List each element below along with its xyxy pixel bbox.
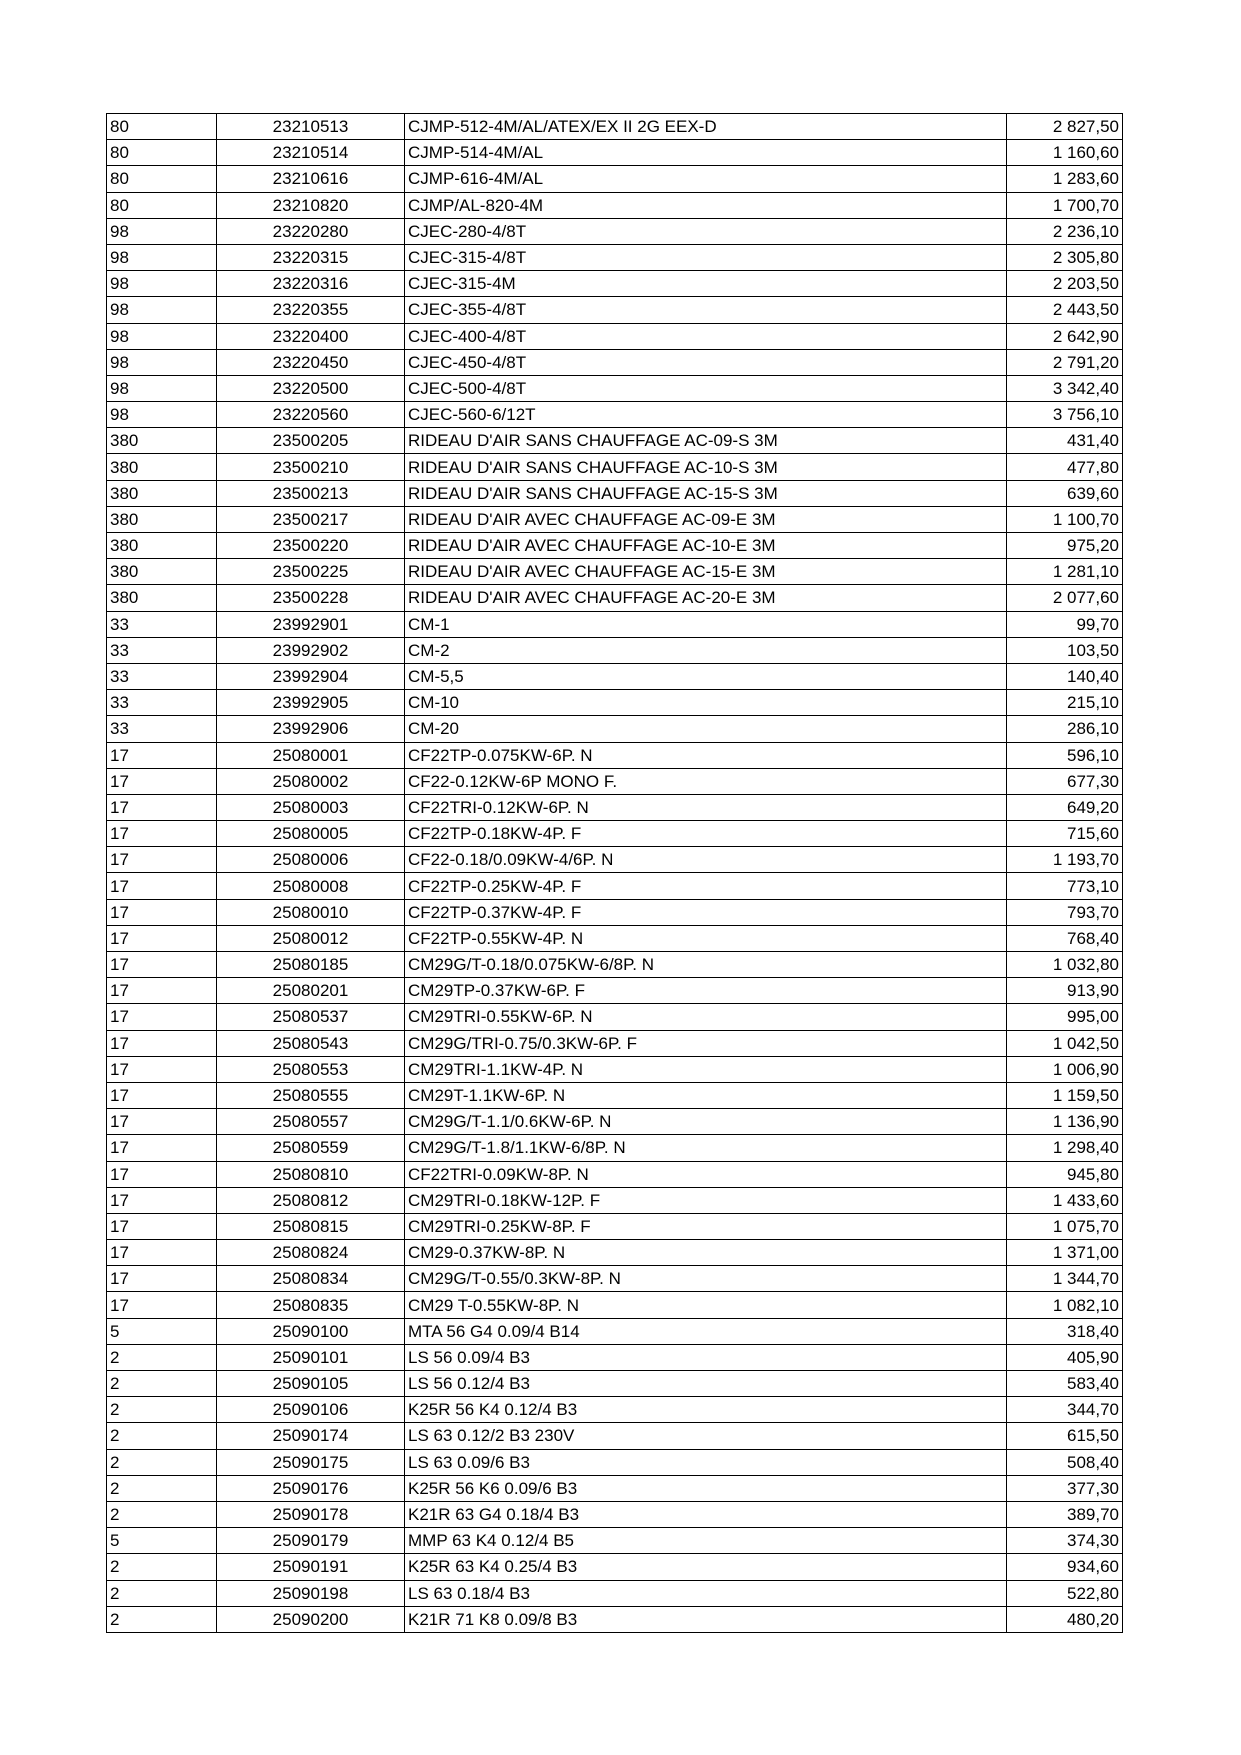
description-cell: CF22TRI-0.09KW-8P. N xyxy=(405,1161,1007,1187)
description-cell: CJMP-512-4M/AL/ATEX/EX II 2G EEX-D xyxy=(405,114,1007,140)
description-cell: CJEC-400-4/8T xyxy=(405,323,1007,349)
price-cell: 1 100,70 xyxy=(1007,506,1123,532)
code-cell: 23220560 xyxy=(217,402,405,428)
price-cell: 1 283,60 xyxy=(1007,166,1123,192)
qty-cell: 17 xyxy=(107,978,217,1004)
code-cell: 25080002 xyxy=(217,768,405,794)
description-cell: CJEC-280-4/8T xyxy=(405,218,1007,244)
table-row xyxy=(107,1109,1123,1135)
price-cell: 480,20 xyxy=(1007,1606,1123,1632)
qty-cell: 17 xyxy=(107,925,217,951)
description-cell: CM29 T-0.55KW-8P. N xyxy=(405,1292,1007,1318)
qty-cell: 17 xyxy=(107,1161,217,1187)
qty-cell: 17 xyxy=(107,1187,217,1213)
price-table xyxy=(106,113,1123,1633)
description-cell: CF22-0.12KW-6P MONO F. xyxy=(405,768,1007,794)
table-row xyxy=(107,480,1123,506)
qty-cell: 17 xyxy=(107,1266,217,1292)
description-cell: CM29G/T-0.18/0.075KW-6/8P. N xyxy=(405,952,1007,978)
qty-cell: 98 xyxy=(107,244,217,270)
price-cell: 1 371,00 xyxy=(1007,1240,1123,1266)
code-cell: 23500213 xyxy=(217,480,405,506)
code-cell: 23992904 xyxy=(217,663,405,689)
table-row xyxy=(107,952,1123,978)
description-cell: CF22TP-0.18KW-4P. F xyxy=(405,821,1007,847)
qty-cell: 17 xyxy=(107,1056,217,1082)
description-cell: RIDEAU D'AIR AVEC CHAUFFAGE AC-09-E 3M xyxy=(405,506,1007,532)
code-cell: 23500228 xyxy=(217,585,405,611)
table-row xyxy=(107,847,1123,873)
table-row xyxy=(107,1213,1123,1239)
code-cell: 25080001 xyxy=(217,742,405,768)
table-row xyxy=(107,1501,1123,1527)
table-row xyxy=(107,716,1123,742)
table-row xyxy=(107,1528,1123,1554)
qty-cell: 2 xyxy=(107,1580,217,1606)
price-cell: 649,20 xyxy=(1007,794,1123,820)
qty-cell: 80 xyxy=(107,166,217,192)
code-cell: 23220280 xyxy=(217,218,405,244)
table-row xyxy=(107,1082,1123,1108)
code-cell: 25090191 xyxy=(217,1554,405,1580)
description-cell: CM29TRI-0.25KW-8P. F xyxy=(405,1213,1007,1239)
description-cell: CM29TP-0.37KW-6P. F xyxy=(405,978,1007,1004)
table-row xyxy=(107,1056,1123,1082)
table-row xyxy=(107,585,1123,611)
description-cell: CM29TRI-0.55KW-6P. N xyxy=(405,1004,1007,1030)
table-row xyxy=(107,794,1123,820)
code-cell: 25090179 xyxy=(217,1528,405,1554)
description-cell: LS 63 0.12/2 B3 230V xyxy=(405,1423,1007,1449)
price-cell: 934,60 xyxy=(1007,1554,1123,1580)
qty-cell: 2 xyxy=(107,1475,217,1501)
table-row xyxy=(107,140,1123,166)
code-cell: 23992905 xyxy=(217,690,405,716)
code-cell: 25090176 xyxy=(217,1475,405,1501)
qty-cell: 17 xyxy=(107,952,217,978)
table-row xyxy=(107,1135,1123,1161)
qty-cell: 380 xyxy=(107,559,217,585)
description-cell: K25R 56 K6 0.09/6 B3 xyxy=(405,1475,1007,1501)
price-cell: 2 443,50 xyxy=(1007,297,1123,323)
price-cell: 583,40 xyxy=(1007,1371,1123,1397)
qty-cell: 17 xyxy=(107,899,217,925)
code-cell: 25080810 xyxy=(217,1161,405,1187)
table-row xyxy=(107,925,1123,951)
qty-cell: 17 xyxy=(107,768,217,794)
table-row xyxy=(107,742,1123,768)
qty-cell: 17 xyxy=(107,1109,217,1135)
table-row xyxy=(107,349,1123,375)
code-cell: 25090200 xyxy=(217,1606,405,1632)
table-row xyxy=(107,533,1123,559)
code-cell: 23500210 xyxy=(217,454,405,480)
qty-cell: 380 xyxy=(107,454,217,480)
description-cell: LS 63 0.18/4 B3 xyxy=(405,1580,1007,1606)
code-cell: 25090100 xyxy=(217,1318,405,1344)
table-row xyxy=(107,428,1123,454)
qty-cell: 2 xyxy=(107,1371,217,1397)
description-cell: K21R 63 G4 0.18/4 B3 xyxy=(405,1501,1007,1527)
price-cell: 945,80 xyxy=(1007,1161,1123,1187)
code-cell: 23210513 xyxy=(217,114,405,140)
qty-cell: 98 xyxy=(107,402,217,428)
qty-cell: 380 xyxy=(107,480,217,506)
description-cell: CM29G/TRI-0.75/0.3KW-6P. F xyxy=(405,1030,1007,1056)
price-cell: 2 077,60 xyxy=(1007,585,1123,611)
description-cell: CM29TRI-1.1KW-4P. N xyxy=(405,1056,1007,1082)
price-cell: 389,70 xyxy=(1007,1501,1123,1527)
qty-cell: 5 xyxy=(107,1528,217,1554)
price-cell: 286,10 xyxy=(1007,716,1123,742)
description-cell: CM-20 xyxy=(405,716,1007,742)
code-cell: 25080543 xyxy=(217,1030,405,1056)
code-cell: 25090174 xyxy=(217,1423,405,1449)
qty-cell: 2 xyxy=(107,1397,217,1423)
table-row xyxy=(107,1266,1123,1292)
table-row xyxy=(107,1344,1123,1370)
table-row xyxy=(107,192,1123,218)
code-cell: 23500220 xyxy=(217,533,405,559)
qty-cell: 98 xyxy=(107,323,217,349)
code-cell: 23220450 xyxy=(217,349,405,375)
price-cell: 477,80 xyxy=(1007,454,1123,480)
description-cell: RIDEAU D'AIR AVEC CHAUFFAGE AC-20-E 3M xyxy=(405,585,1007,611)
description-cell: K25R 56 K4 0.12/4 B3 xyxy=(405,1397,1007,1423)
description-cell: LS 56 0.12/4 B3 xyxy=(405,1371,1007,1397)
qty-cell: 380 xyxy=(107,585,217,611)
price-cell: 1 298,40 xyxy=(1007,1135,1123,1161)
code-cell: 25080010 xyxy=(217,899,405,925)
qty-cell: 17 xyxy=(107,742,217,768)
table-row xyxy=(107,1554,1123,1580)
table-row xyxy=(107,821,1123,847)
price-cell: 2 827,50 xyxy=(1007,114,1123,140)
qty-cell: 17 xyxy=(107,1030,217,1056)
qty-cell: 2 xyxy=(107,1344,217,1370)
qty-cell: 17 xyxy=(107,1213,217,1239)
code-cell: 23210820 xyxy=(217,192,405,218)
price-cell: 913,90 xyxy=(1007,978,1123,1004)
code-cell: 23210616 xyxy=(217,166,405,192)
price-cell: 715,60 xyxy=(1007,821,1123,847)
qty-cell: 17 xyxy=(107,1082,217,1108)
price-cell: 793,70 xyxy=(1007,899,1123,925)
price-cell: 2 791,20 xyxy=(1007,349,1123,375)
code-cell: 25080006 xyxy=(217,847,405,873)
code-cell: 25090178 xyxy=(217,1501,405,1527)
code-cell: 25080185 xyxy=(217,952,405,978)
table-row xyxy=(107,1423,1123,1449)
table-row xyxy=(107,1580,1123,1606)
qty-cell: 380 xyxy=(107,533,217,559)
table-row xyxy=(107,899,1123,925)
table-row xyxy=(107,297,1123,323)
price-cell: 1 281,10 xyxy=(1007,559,1123,585)
description-cell: CJEC-450-4/8T xyxy=(405,349,1007,375)
price-cell: 377,30 xyxy=(1007,1475,1123,1501)
price-cell: 2 236,10 xyxy=(1007,218,1123,244)
price-cell: 1 136,90 xyxy=(1007,1109,1123,1135)
description-cell: RIDEAU D'AIR SANS CHAUFFAGE AC-15-S 3M xyxy=(405,480,1007,506)
description-cell: LS 63 0.09/6 B3 xyxy=(405,1449,1007,1475)
description-cell: CJEC-560-6/12T xyxy=(405,402,1007,428)
description-cell: CJMP/AL-820-4M xyxy=(405,192,1007,218)
description-cell: CJMP-616-4M/AL xyxy=(405,166,1007,192)
code-cell: 25080553 xyxy=(217,1056,405,1082)
code-cell: 23500217 xyxy=(217,506,405,532)
code-cell: 25080201 xyxy=(217,978,405,1004)
qty-cell: 17 xyxy=(107,794,217,820)
code-cell: 23992902 xyxy=(217,637,405,663)
qty-cell: 2 xyxy=(107,1606,217,1632)
qty-cell: 80 xyxy=(107,114,217,140)
price-cell: 677,30 xyxy=(1007,768,1123,794)
code-cell: 25080008 xyxy=(217,873,405,899)
price-cell: 318,40 xyxy=(1007,1318,1123,1344)
price-cell: 1 193,70 xyxy=(1007,847,1123,873)
description-cell: RIDEAU D'AIR AVEC CHAUFFAGE AC-15-E 3M xyxy=(405,559,1007,585)
price-cell: 1 006,90 xyxy=(1007,1056,1123,1082)
description-cell: CM29G/T-1.1/0.6KW-6P. N xyxy=(405,1109,1007,1135)
price-cell: 596,10 xyxy=(1007,742,1123,768)
table-row xyxy=(107,506,1123,532)
table-row xyxy=(107,1449,1123,1475)
table-row xyxy=(107,1318,1123,1344)
price-cell: 522,80 xyxy=(1007,1580,1123,1606)
qty-cell: 17 xyxy=(107,1004,217,1030)
description-cell: CJEC-315-4M xyxy=(405,271,1007,297)
code-cell: 23220400 xyxy=(217,323,405,349)
table-row xyxy=(107,244,1123,270)
qty-cell: 98 xyxy=(107,375,217,401)
description-cell: CF22TRI-0.12KW-6P. N xyxy=(405,794,1007,820)
table-row xyxy=(107,559,1123,585)
description-cell: CF22TP-0.25KW-4P. F xyxy=(405,873,1007,899)
qty-cell: 17 xyxy=(107,1240,217,1266)
description-cell: CM29TRI-0.18KW-12P. F xyxy=(405,1187,1007,1213)
description-cell: CF22TP-0.075KW-6P. N xyxy=(405,742,1007,768)
code-cell: 25080834 xyxy=(217,1266,405,1292)
table-body xyxy=(107,114,1123,1633)
code-cell: 25080812 xyxy=(217,1187,405,1213)
price-cell: 615,50 xyxy=(1007,1423,1123,1449)
description-cell: CF22TP-0.55KW-4P. N xyxy=(405,925,1007,951)
code-cell: 23500225 xyxy=(217,559,405,585)
price-cell: 140,40 xyxy=(1007,663,1123,689)
price-cell: 405,90 xyxy=(1007,1344,1123,1370)
description-cell: LS 56 0.09/4 B3 xyxy=(405,1344,1007,1370)
description-cell: CM-5,5 xyxy=(405,663,1007,689)
code-cell: 25090175 xyxy=(217,1449,405,1475)
table-row xyxy=(107,1240,1123,1266)
price-cell: 215,10 xyxy=(1007,690,1123,716)
price-cell: 995,00 xyxy=(1007,1004,1123,1030)
qty-cell: 380 xyxy=(107,506,217,532)
qty-cell: 33 xyxy=(107,611,217,637)
code-cell: 25090106 xyxy=(217,1397,405,1423)
description-cell: CM29T-1.1KW-6P. N xyxy=(405,1082,1007,1108)
description-cell: K25R 63 K4 0.25/4 B3 xyxy=(405,1554,1007,1580)
qty-cell: 2 xyxy=(107,1423,217,1449)
table-row xyxy=(107,1292,1123,1318)
table-row xyxy=(107,1187,1123,1213)
price-cell: 1 700,70 xyxy=(1007,192,1123,218)
description-cell: CJEC-500-4/8T xyxy=(405,375,1007,401)
description-cell: K21R 71 K8 0.09/8 B3 xyxy=(405,1606,1007,1632)
table-row xyxy=(107,663,1123,689)
code-cell: 25080557 xyxy=(217,1109,405,1135)
price-cell: 103,50 xyxy=(1007,637,1123,663)
description-cell: RIDEAU D'AIR AVEC CHAUFFAGE AC-10-E 3M xyxy=(405,533,1007,559)
qty-cell: 2 xyxy=(107,1501,217,1527)
qty-cell: 2 xyxy=(107,1449,217,1475)
table-row xyxy=(107,768,1123,794)
qty-cell: 98 xyxy=(107,218,217,244)
table-row xyxy=(107,218,1123,244)
qty-cell: 98 xyxy=(107,271,217,297)
code-cell: 25080005 xyxy=(217,821,405,847)
table-row xyxy=(107,1397,1123,1423)
description-cell: MMP 63 K4 0.12/4 B5 xyxy=(405,1528,1007,1554)
code-cell: 25080012 xyxy=(217,925,405,951)
description-cell: CJEC-355-4/8T xyxy=(405,297,1007,323)
description-cell: CF22-0.18/0.09KW-4/6P. N xyxy=(405,847,1007,873)
table-row xyxy=(107,1161,1123,1187)
qty-cell: 17 xyxy=(107,873,217,899)
code-cell: 23220316 xyxy=(217,271,405,297)
qty-cell: 33 xyxy=(107,716,217,742)
qty-cell: 33 xyxy=(107,690,217,716)
price-cell: 1 082,10 xyxy=(1007,1292,1123,1318)
qty-cell: 17 xyxy=(107,1135,217,1161)
price-cell: 773,10 xyxy=(1007,873,1123,899)
table-row xyxy=(107,1606,1123,1632)
price-cell: 1 159,50 xyxy=(1007,1082,1123,1108)
price-cell: 2 642,90 xyxy=(1007,323,1123,349)
code-cell: 23220355 xyxy=(217,297,405,323)
qty-cell: 80 xyxy=(107,192,217,218)
code-cell: 25090105 xyxy=(217,1371,405,1397)
code-cell: 25080537 xyxy=(217,1004,405,1030)
code-cell: 23992906 xyxy=(217,716,405,742)
code-cell: 25080559 xyxy=(217,1135,405,1161)
table-row xyxy=(107,114,1123,140)
description-cell: MTA 56 G4 0.09/4 B14 xyxy=(405,1318,1007,1344)
table-row xyxy=(107,637,1123,663)
code-cell: 23220315 xyxy=(217,244,405,270)
code-cell: 25080003 xyxy=(217,794,405,820)
description-cell: CM-1 xyxy=(405,611,1007,637)
table-row xyxy=(107,1371,1123,1397)
table-row xyxy=(107,271,1123,297)
description-cell: CJMP-514-4M/AL xyxy=(405,140,1007,166)
table-row xyxy=(107,1475,1123,1501)
table-row xyxy=(107,323,1123,349)
price-cell: 768,40 xyxy=(1007,925,1123,951)
price-cell: 639,60 xyxy=(1007,480,1123,506)
qty-cell: 98 xyxy=(107,297,217,323)
qty-cell: 80 xyxy=(107,140,217,166)
code-cell: 23210514 xyxy=(217,140,405,166)
qty-cell: 98 xyxy=(107,349,217,375)
price-cell: 975,20 xyxy=(1007,533,1123,559)
table-row xyxy=(107,978,1123,1004)
qty-cell: 33 xyxy=(107,637,217,663)
table-row xyxy=(107,611,1123,637)
price-cell: 2 203,50 xyxy=(1007,271,1123,297)
qty-cell: 5 xyxy=(107,1318,217,1344)
code-cell: 25080815 xyxy=(217,1213,405,1239)
description-cell: RIDEAU D'AIR SANS CHAUFFAGE AC-09-S 3M xyxy=(405,428,1007,454)
description-cell: CM-2 xyxy=(405,637,1007,663)
table-row xyxy=(107,690,1123,716)
code-cell: 25080835 xyxy=(217,1292,405,1318)
code-cell: 23220500 xyxy=(217,375,405,401)
table-row xyxy=(107,1030,1123,1056)
code-cell: 25080555 xyxy=(217,1082,405,1108)
table-row xyxy=(107,873,1123,899)
code-cell: 25080824 xyxy=(217,1240,405,1266)
table-row xyxy=(107,454,1123,480)
qty-cell: 33 xyxy=(107,663,217,689)
qty-cell: 2 xyxy=(107,1554,217,1580)
price-cell: 374,30 xyxy=(1007,1528,1123,1554)
code-cell: 25090198 xyxy=(217,1580,405,1606)
price-cell: 1 433,60 xyxy=(1007,1187,1123,1213)
description-cell: CM29-0.37KW-8P. N xyxy=(405,1240,1007,1266)
price-cell: 508,40 xyxy=(1007,1449,1123,1475)
table-row xyxy=(107,402,1123,428)
price-cell: 344,70 xyxy=(1007,1397,1123,1423)
price-cell: 431,40 xyxy=(1007,428,1123,454)
price-cell: 99,70 xyxy=(1007,611,1123,637)
price-cell: 1 344,70 xyxy=(1007,1266,1123,1292)
description-cell: CM29G/T-1.8/1.1KW-6/8P. N xyxy=(405,1135,1007,1161)
qty-cell: 17 xyxy=(107,821,217,847)
code-cell: 23992901 xyxy=(217,611,405,637)
description-cell: CF22TP-0.37KW-4P. F xyxy=(405,899,1007,925)
price-cell: 1 042,50 xyxy=(1007,1030,1123,1056)
table-row xyxy=(107,375,1123,401)
description-cell: CJEC-315-4/8T xyxy=(405,244,1007,270)
table-row xyxy=(107,1004,1123,1030)
description-cell: CM-10 xyxy=(405,690,1007,716)
price-cell: 2 305,80 xyxy=(1007,244,1123,270)
price-cell: 1 032,80 xyxy=(1007,952,1123,978)
price-cell: 1 160,60 xyxy=(1007,140,1123,166)
description-cell: CM29G/T-0.55/0.3KW-8P. N xyxy=(405,1266,1007,1292)
code-cell: 25090101 xyxy=(217,1344,405,1370)
price-cell: 1 075,70 xyxy=(1007,1213,1123,1239)
qty-cell: 380 xyxy=(107,428,217,454)
price-cell: 3 342,40 xyxy=(1007,375,1123,401)
code-cell: 23500205 xyxy=(217,428,405,454)
price-cell: 3 756,10 xyxy=(1007,402,1123,428)
qty-cell: 17 xyxy=(107,1292,217,1318)
qty-cell: 17 xyxy=(107,847,217,873)
description-cell: RIDEAU D'AIR SANS CHAUFFAGE AC-10-S 3M xyxy=(405,454,1007,480)
table-row xyxy=(107,166,1123,192)
